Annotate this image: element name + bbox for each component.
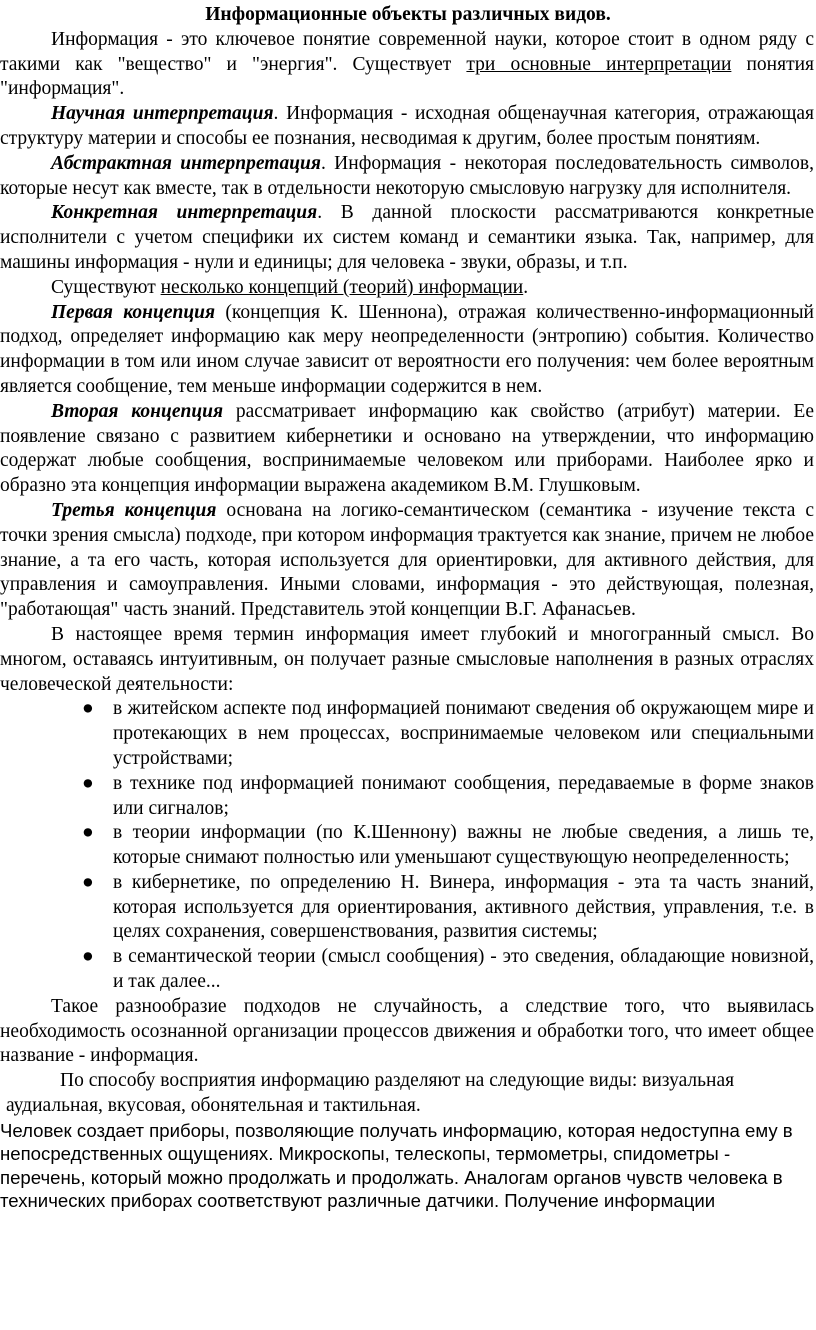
concrete-interpretation-paragraph [0,201,816,275]
devices-paragraph: Человек создает приборы, позволяющие получать информацию, которая недоступна ему в непосредственных ощущениях. Микроскопы, телескопы, термометры, спидометры - перечень, который можно продолжать и продолжать. Аналогам органов чувств человека в технических приборах соответствуют различные датчики. Получение информации [0,1119,793,1212]
intro-paragraph [0,28,816,102]
concept-text: (концепция К. Шеннона), отражая количественно-информационный подход, определяет информацию как меру неопределенности (энтропию) события. Количество информации в том или ином случае зависит от вероятности его получения: чем более вероятным является сообщение, тем меньше информации содержится в нем. [0,301,814,397]
list-item [0,697,816,771]
list-item-text: в теории информации (по К.Шеннону) важны не любые сведения, а лишь те, которые снимают полностью или уменьшают существующую неопределенность; [113,822,814,869]
document-title: Информационные объекты различных видов. [205,4,611,25]
concepts-intro-paragraph [0,276,816,301]
list-item [0,821,816,871]
list-item [0,772,816,822]
perception-line-1: По способу восприятия информацию разделяют на следующие виды: визуальная [60,1070,735,1092]
list-item [0,945,816,995]
intro-text-before: Информация - это ключевое понятие современной науки, которое стоит в одном ряду с такими как "вещество" и "энергия". Существует [0,28,814,75]
list-item-text: в житейском аспекте под информацией понимают сведения об окружающем мире и протекающих в нем процессах, воспринимаемые человеком или специальными устройствами; [113,698,814,769]
abstract-interpretation-paragraph [0,152,816,202]
interpretation-text: . Информация - некоторая последовательность символов, которые несут как вместе, так в отдельности некоторую смысловую нагрузку для исполнителя. [0,152,815,199]
bullet-icon: ● [82,698,94,720]
interpretation-text: . Информация - исходная общенаучная категория, отражающая структуру материи и способы ее познания, несводимая к другим, более простым понятиям. [0,103,814,149]
bullet-icon: ● [82,871,94,893]
list-item [0,871,816,945]
concepts-link: несколько концепций (теорий) информации [160,276,524,298]
bullet-icon: ● [82,772,94,794]
list-item-text: в кибернетике, по определению Н. Винера, информация - эта та часть знаний, которая используется для ориентирования, активного действия, управления, т.е. в целях сохранения, совершенствования, развития системы; [113,871,814,943]
concept-text: основана на логико-семантическом (семантика - изучение текста с точки зрения смысла) подходе, при котором информация трактуется как знание, причем не любое знание, а та его часть, которая используется для ориентировки, для активного действия, для управления и самоуправления. Иными словами, информация - это действующая, полезная, "работающая" часть знаний. Представитель этой концепции В.Г. Афанасьев. [0,499,815,621]
concept-term: Вторая концепция [51,400,224,422]
concept-text: рассматривает информацию как свойство (атрибут) материи. Ее появление связано с развитием кибернетики и основано на утверждении, что информацию содержат любые сообщения, воспринимаемые человеком или приборами. Наиболее ярко и образно эта концепция информации выражена академиком В.М. Глушковым. [0,400,814,497]
first-concept-paragraph [0,301,816,400]
intro-text-after: понятия "информация". [0,53,814,100]
meanings-list [0,697,816,995]
interpretations-link: три основные интерпретации [466,53,732,75]
interpretation-text: . В данной плоскости рассматриваются конкретные исполнители с учетом специфики их систем команд и семантики языка. Так, например, для машины информация - нули и единицы; для человека - звуки, образы, и т.п. [0,202,815,273]
variety-paragraph: Такое разнообразие подходов не случайность, а следствие того, что выявилась необходимость осознанной организации процессов движения и обработки того, что имеет общее название - информация. [0,995,814,1067]
third-concept-paragraph [0,499,816,623]
concepts-intro-before: Существуют [51,276,161,298]
bullet-icon: ● [82,946,94,968]
scientific-interpretation-paragraph [0,102,816,152]
perception-line-2: аудиальная, вкусовая, обонятельная и тактильная. [6,1095,421,1117]
interpretation-term: Конкретная интерпретация [51,202,318,224]
bullet-icon: ● [82,822,94,844]
list-item-text: в семантической теории (смысл сообщения) - это сведения, обладающие новизной, и так далее... [113,946,814,993]
second-concept-paragraph [0,400,816,499]
interpretation-term: Абстрактная интерпретация [51,152,321,174]
concept-term: Первая концепция [51,301,216,323]
list-item-text: в технике под информацией понимают сообщения, передаваемые в форме знаков или сигналов; [113,772,814,819]
concept-term: Третья концепция [51,499,217,521]
present-day-paragraph: В настоящее время термин информация имеет глубокий и многогранный смысл. Во многом, оставаясь интуитивным, он получает разные смысловые наполнения в разных отраслях человеческой деятельности: [0,623,814,695]
interpretation-term: Научная интерпретация [51,103,274,125]
concepts-intro-after: . [523,276,529,298]
